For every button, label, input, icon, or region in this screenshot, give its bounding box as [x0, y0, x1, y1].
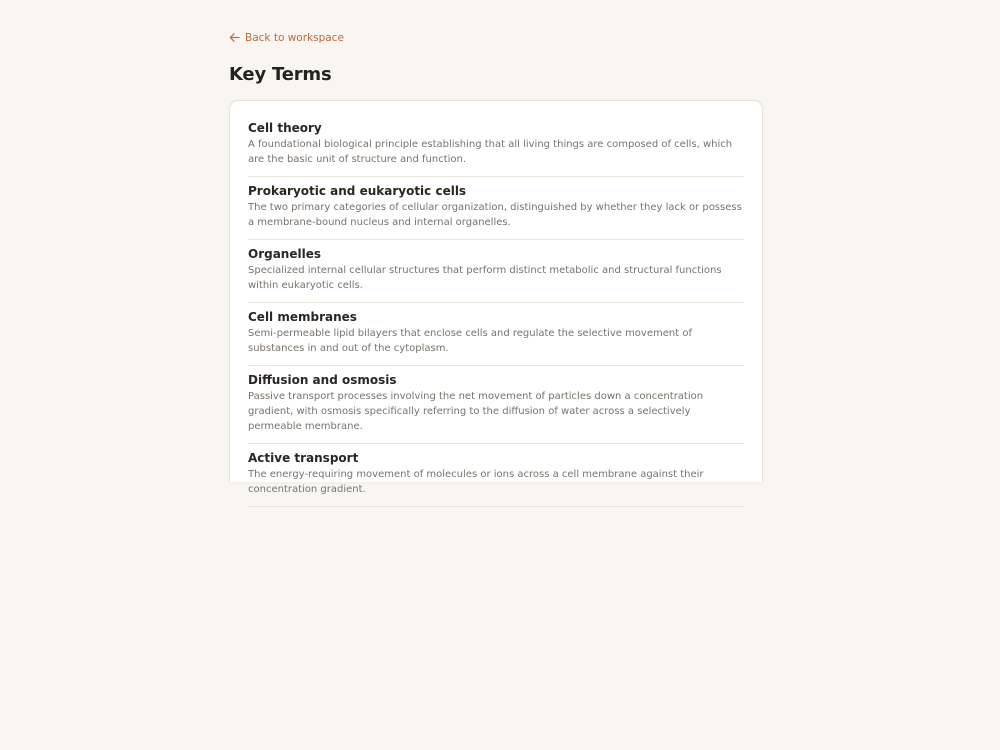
term-item	[248, 114, 744, 177]
back-to-workspace-link[interactable]	[229, 30, 344, 46]
term-item	[248, 444, 744, 507]
term-description: Semi-permeable lipid bilayers that enclose cells and regulate the selective movement of substances in and out of the cytoplasm.	[248, 328, 692, 354]
term-title: Cell theory	[248, 121, 322, 135]
term-title: Organelles	[248, 247, 321, 261]
term-description: The two primary categories of cellular organization, distinguished by whether they lack or possess a membrane-bound nucleus and internal organelles.	[248, 202, 742, 228]
term-title: Diffusion and osmosis	[248, 373, 397, 387]
term-item	[248, 177, 744, 240]
term-list	[230, 101, 762, 507]
term-description: The energy-requiring movement of molecules or ions across a cell membrane against their concentration gradient.	[248, 469, 704, 495]
term-item	[248, 303, 744, 366]
key-terms-page	[229, 28, 763, 495]
page-title: Key Terms	[229, 64, 332, 85]
term-title: Prokaryotic and eukaryotic cells	[248, 184, 467, 198]
term-title: Cell membranes	[248, 310, 357, 324]
key-terms-card[interactable]	[229, 100, 763, 495]
term-item	[248, 366, 744, 444]
back-link-label: Back to workspace	[245, 31, 344, 44]
term-item	[248, 240, 744, 303]
term-description: A foundational biological principle establishing that all living things are composed of cells, which are the basic unit of structure and function.	[248, 139, 733, 165]
term-description: Specialized internal cellular structures that perform distinct metabolic and structural functions within eukaryotic cells.	[248, 265, 722, 291]
term-title: Active transport	[248, 451, 359, 465]
arrow-left-icon	[229, 32, 240, 43]
term-description: Passive transport processes involving the net movement of particles down a concentration gradient, with osmosis specifically referring to the diffusion of water across a selectively permeable membrane.	[248, 391, 704, 432]
